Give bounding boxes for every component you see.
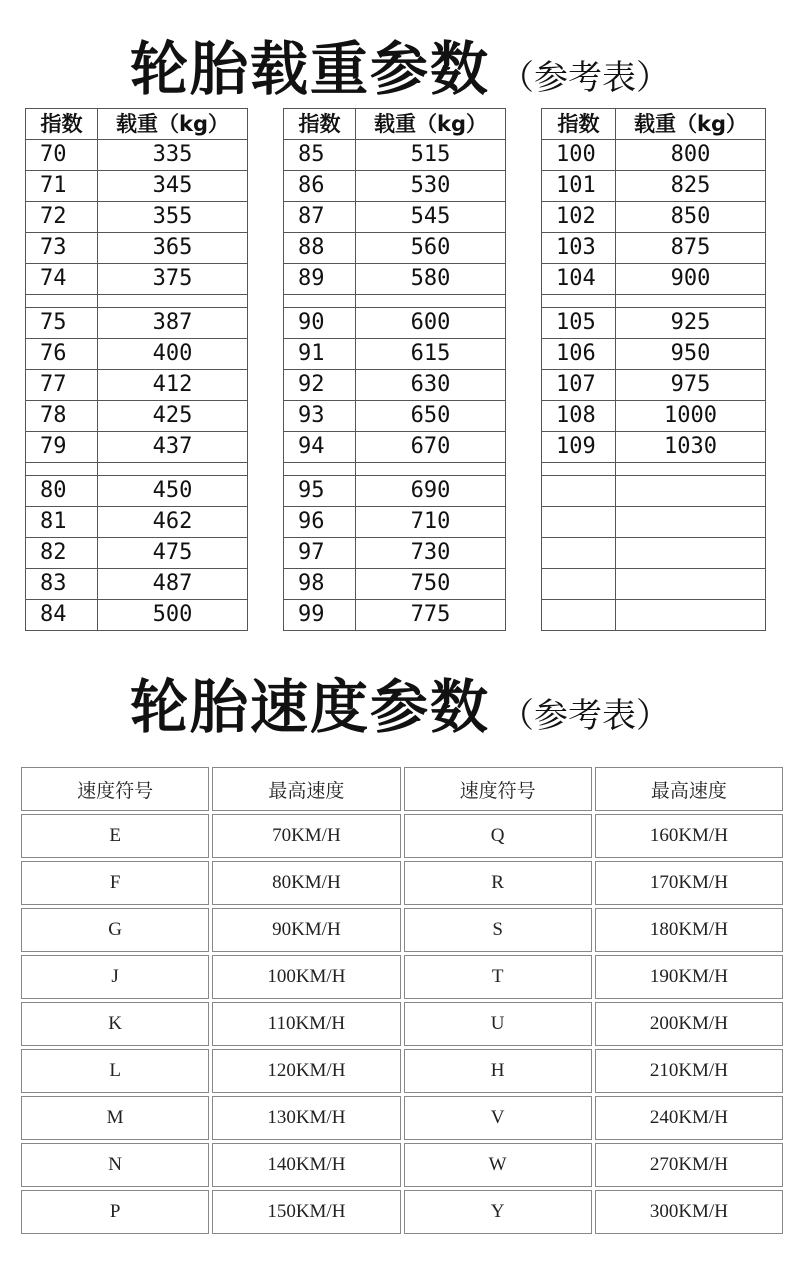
- load-kg-cell: 630: [356, 370, 506, 401]
- load-index-cell: 95: [284, 476, 356, 507]
- table-row: [21, 1190, 783, 1234]
- load-index-cell: 85: [284, 140, 356, 171]
- max-speed-cell: 110KM/H: [212, 1002, 400, 1046]
- load-kg-cell: 1030: [616, 432, 766, 463]
- column-gap: [248, 401, 284, 432]
- spacer-cell: [248, 463, 284, 476]
- table-row: [26, 140, 766, 171]
- load-kg-cell: 437: [98, 432, 248, 463]
- load-kg-cell: 650: [356, 401, 506, 432]
- load-index-cell: 79: [26, 432, 98, 463]
- load-kg-cell: 530: [356, 171, 506, 202]
- column-gap: [506, 476, 542, 507]
- table-row: [21, 1096, 783, 1140]
- speed-symbol-cell: G: [21, 908, 209, 952]
- load-index-cell: 80: [26, 476, 98, 507]
- load-index-cell: [542, 507, 616, 538]
- load-index-cell: 91: [284, 339, 356, 370]
- load-header-index: 指数: [542, 109, 616, 140]
- table-row: [26, 171, 766, 202]
- load-index-cell: 98: [284, 569, 356, 600]
- load-index-cell: 86: [284, 171, 356, 202]
- load-header-load: 载重（kg）: [356, 109, 506, 140]
- load-kg-cell: 875: [616, 233, 766, 264]
- load-kg-cell: 545: [356, 202, 506, 233]
- load-index-cell: 102: [542, 202, 616, 233]
- load-kg-cell: 615: [356, 339, 506, 370]
- max-speed-cell: 300KM/H: [595, 1190, 783, 1234]
- column-gap: [248, 507, 284, 538]
- load-index-cell: 103: [542, 233, 616, 264]
- load-kg-cell: 600: [356, 308, 506, 339]
- load-kg-cell: 925: [616, 308, 766, 339]
- load-kg-cell: 730: [356, 538, 506, 569]
- max-speed-cell: 270KM/H: [595, 1143, 783, 1187]
- column-gap: [248, 171, 284, 202]
- column-gap: [506, 507, 542, 538]
- max-speed-cell: 70KM/H: [212, 814, 400, 858]
- speed-table-body: [21, 767, 783, 1234]
- max-speed-cell: 120KM/H: [212, 1049, 400, 1093]
- load-index-cell: 70: [26, 140, 98, 171]
- speed-symbol-cell: N: [21, 1143, 209, 1187]
- max-speed-cell: 240KM/H: [595, 1096, 783, 1140]
- load-kg-cell: 775: [356, 600, 506, 631]
- column-gap: [506, 370, 542, 401]
- column-gap: [506, 308, 542, 339]
- load-index-cell: 108: [542, 401, 616, 432]
- spacer-row: [26, 463, 766, 476]
- load-kg-cell: 975: [616, 370, 766, 401]
- table-row: [21, 1002, 783, 1046]
- table-row: [21, 1049, 783, 1093]
- speed-header-symbol: 速度符号: [404, 767, 592, 811]
- load-kg-cell: [616, 600, 766, 631]
- column-gap: [248, 140, 284, 171]
- column-gap: [506, 140, 542, 171]
- spacer-cell: [506, 463, 542, 476]
- spacer-cell: [26, 463, 98, 476]
- table-row: [21, 1143, 783, 1187]
- speed-symbol-cell: H: [404, 1049, 592, 1093]
- load-kg-cell: 560: [356, 233, 506, 264]
- load-index-cell: 89: [284, 264, 356, 295]
- speed-header-max: 最高速度: [212, 767, 400, 811]
- load-index-cell: 74: [26, 264, 98, 295]
- max-speed-cell: 180KM/H: [595, 908, 783, 952]
- load-kg-cell: 950: [616, 339, 766, 370]
- load-header-load: 载重（kg）: [98, 109, 248, 140]
- spacer-cell: [98, 463, 248, 476]
- speed-title-sub: （参考表）: [500, 696, 670, 736]
- load-kg-cell: [616, 507, 766, 538]
- load-kg-cell: 425: [98, 401, 248, 432]
- load-index-cell: 94: [284, 432, 356, 463]
- load-index-cell: 101: [542, 171, 616, 202]
- spacer-cell: [356, 463, 506, 476]
- speed-symbol-cell: S: [404, 908, 592, 952]
- load-kg-cell: 710: [356, 507, 506, 538]
- max-speed-cell: 170KM/H: [595, 861, 783, 905]
- speed-header-row: [21, 767, 783, 811]
- load-index-cell: 88: [284, 233, 356, 264]
- column-gap: [248, 308, 284, 339]
- speed-symbol-cell: P: [21, 1190, 209, 1234]
- load-kg-cell: [616, 538, 766, 569]
- spacer-row: [26, 295, 766, 308]
- column-gap: [248, 202, 284, 233]
- spacer-cell: [98, 295, 248, 308]
- table-row: [26, 308, 766, 339]
- table-row: [21, 861, 783, 905]
- load-kg-cell: 400: [98, 339, 248, 370]
- table-row: [26, 202, 766, 233]
- load-index-cell: 75: [26, 308, 98, 339]
- speed-symbol-cell: L: [21, 1049, 209, 1093]
- load-header-row: [26, 109, 766, 140]
- max-speed-cell: 100KM/H: [212, 955, 400, 999]
- load-index-cell: 76: [26, 339, 98, 370]
- column-gap: [506, 569, 542, 600]
- spacer-cell: [284, 295, 356, 308]
- load-kg-cell: 335: [98, 140, 248, 171]
- load-index-cell: 87: [284, 202, 356, 233]
- load-index-cell: 84: [26, 600, 98, 631]
- table-row: [26, 264, 766, 295]
- max-speed-cell: 190KM/H: [595, 955, 783, 999]
- speed-symbol-cell: M: [21, 1096, 209, 1140]
- table-row: [26, 370, 766, 401]
- column-gap: [506, 432, 542, 463]
- column-gap: [506, 538, 542, 569]
- table-row: [26, 476, 766, 507]
- table-row: [26, 538, 766, 569]
- load-title-sub: （参考表）: [500, 58, 670, 98]
- load-index-cell: [542, 600, 616, 631]
- column-gap: [248, 538, 284, 569]
- speed-symbol-cell: V: [404, 1096, 592, 1140]
- load-kg-cell: 500: [98, 600, 248, 631]
- max-speed-cell: 150KM/H: [212, 1190, 400, 1234]
- speed-symbol-table: [18, 764, 786, 1237]
- load-index-cell: 83: [26, 569, 98, 600]
- load-index-cell: [542, 538, 616, 569]
- load-kg-cell: 750: [356, 569, 506, 600]
- speed-symbol-cell: W: [404, 1143, 592, 1187]
- spacer-cell: [542, 295, 616, 308]
- load-kg-cell: 487: [98, 569, 248, 600]
- load-index-cell: 82: [26, 538, 98, 569]
- load-index-cell: 71: [26, 171, 98, 202]
- max-speed-cell: 90KM/H: [212, 908, 400, 952]
- load-kg-cell: 365: [98, 233, 248, 264]
- column-gap: [506, 339, 542, 370]
- column-gap: [506, 264, 542, 295]
- load-index-cell: 96: [284, 507, 356, 538]
- table-row: [26, 401, 766, 432]
- load-kg-cell: [616, 476, 766, 507]
- table-row: [26, 569, 766, 600]
- table-row: [21, 908, 783, 952]
- load-kg-cell: 450: [98, 476, 248, 507]
- speed-symbol-cell: Q: [404, 814, 592, 858]
- load-header-load: 载重（kg）: [616, 109, 766, 140]
- load-kg-cell: 412: [98, 370, 248, 401]
- speed-table-title: [0, 660, 800, 744]
- table-row: [26, 507, 766, 538]
- spacer-cell: [356, 295, 506, 308]
- load-kg-cell: 387: [98, 308, 248, 339]
- speed-symbol-cell: R: [404, 861, 592, 905]
- load-kg-cell: 1000: [616, 401, 766, 432]
- spacer-cell: [616, 295, 766, 308]
- speed-symbol-cell: F: [21, 861, 209, 905]
- load-index-cell: 106: [542, 339, 616, 370]
- table-row: [26, 233, 766, 264]
- load-table-title: [0, 22, 800, 106]
- spacer-cell: [26, 295, 98, 308]
- load-kg-cell: [616, 569, 766, 600]
- load-index-cell: 72: [26, 202, 98, 233]
- load-index-cell: 109: [542, 432, 616, 463]
- column-gap: [248, 569, 284, 600]
- speed-symbol-cell: J: [21, 955, 209, 999]
- load-kg-cell: 345: [98, 171, 248, 202]
- load-index-cell: 73: [26, 233, 98, 264]
- load-kg-cell: 800: [616, 140, 766, 171]
- column-gap: [506, 600, 542, 631]
- max-speed-cell: 80KM/H: [212, 861, 400, 905]
- load-kg-cell: 580: [356, 264, 506, 295]
- load-index-cell: 99: [284, 600, 356, 631]
- load-header-index: 指数: [284, 109, 356, 140]
- load-index-cell: 78: [26, 401, 98, 432]
- speed-symbol-cell: U: [404, 1002, 592, 1046]
- max-speed-cell: 160KM/H: [595, 814, 783, 858]
- load-index-cell: 100: [542, 140, 616, 171]
- max-speed-cell: 140KM/H: [212, 1143, 400, 1187]
- load-index-cell: 107: [542, 370, 616, 401]
- column-gap: [506, 233, 542, 264]
- spacer-cell: [616, 463, 766, 476]
- load-kg-cell: 475: [98, 538, 248, 569]
- table-row: [21, 814, 783, 858]
- load-index-cell: 105: [542, 308, 616, 339]
- load-kg-cell: 375: [98, 264, 248, 295]
- load-index-cell: 104: [542, 264, 616, 295]
- table-row: [21, 955, 783, 999]
- load-kg-cell: 690: [356, 476, 506, 507]
- load-kg-cell: 355: [98, 202, 248, 233]
- load-kg-cell: 850: [616, 202, 766, 233]
- load-index-cell: 77: [26, 370, 98, 401]
- table-row: [26, 432, 766, 463]
- column-gap: [248, 432, 284, 463]
- speed-title-main: 轮胎速度参数: [129, 673, 490, 741]
- column-gap: [248, 264, 284, 295]
- column-gap: [248, 233, 284, 264]
- load-table-body: [26, 140, 766, 631]
- speed-symbol-cell: K: [21, 1002, 209, 1046]
- load-header-index: 指数: [26, 109, 98, 140]
- load-index-cell: 81: [26, 507, 98, 538]
- load-kg-cell: 462: [98, 507, 248, 538]
- load-index-cell: 90: [284, 308, 356, 339]
- load-index-cell: 97: [284, 538, 356, 569]
- max-speed-cell: 130KM/H: [212, 1096, 400, 1140]
- speed-symbol-cell: E: [21, 814, 209, 858]
- load-kg-cell: 900: [616, 264, 766, 295]
- column-gap: [506, 202, 542, 233]
- table-row: [26, 339, 766, 370]
- table-row: [26, 600, 766, 631]
- column-gap: [248, 109, 284, 140]
- spacer-cell: [284, 463, 356, 476]
- speed-header-symbol: 速度符号: [21, 767, 209, 811]
- speed-header-max: 最高速度: [595, 767, 783, 811]
- column-gap: [248, 476, 284, 507]
- load-kg-cell: 670: [356, 432, 506, 463]
- column-gap: [506, 401, 542, 432]
- speed-symbol-cell: T: [404, 955, 592, 999]
- column-gap: [248, 600, 284, 631]
- load-index-table: [25, 108, 766, 631]
- column-gap: [248, 370, 284, 401]
- load-title-main: 轮胎载重参数: [129, 35, 490, 103]
- spacer-cell: [506, 295, 542, 308]
- load-kg-cell: 825: [616, 171, 766, 202]
- column-gap: [506, 109, 542, 140]
- max-speed-cell: 210KM/H: [595, 1049, 783, 1093]
- load-kg-cell: 515: [356, 140, 506, 171]
- spacer-cell: [248, 295, 284, 308]
- load-index-cell: [542, 476, 616, 507]
- load-index-cell: [542, 569, 616, 600]
- load-index-cell: 93: [284, 401, 356, 432]
- max-speed-cell: 200KM/H: [595, 1002, 783, 1046]
- load-index-cell: 92: [284, 370, 356, 401]
- column-gap: [248, 339, 284, 370]
- speed-symbol-cell: Y: [404, 1190, 592, 1234]
- spacer-cell: [542, 463, 616, 476]
- column-gap: [506, 171, 542, 202]
